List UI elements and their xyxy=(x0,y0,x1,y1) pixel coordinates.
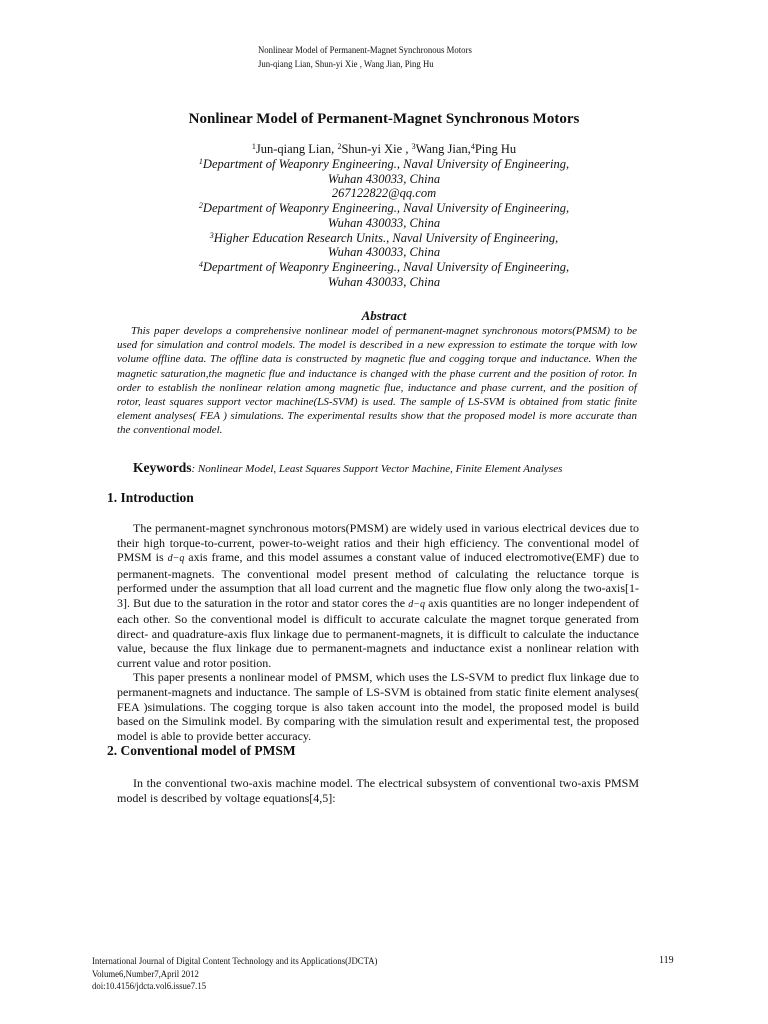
author: $^1$Jun-qiang Lian, xyxy=(251,142,338,156)
paragraph: The permanent-magnet synchronous motors(PMSM) are widely used in various electrical devices due to their high torque-to-current, power-to-weight ratios and their high efficiency. The conventional model of PMSM is d−q axis frame, and this model assumes a constant value of induced electromotive(EMF) due to permanent-magnets. The conventional model present method of calculating the reluctance torque is performed under the assumption that all load current and the magnetic flue flow only along the two-axis[1-3]. But due to the saturation in the rotor and stator cores the d−q axis quantities are no longer independent of each other. So the conventional model is difficult to accurate calculate the magnet torque generated from direct- and quadrature-axis flux linkage due to permanent-magnets, it is difficult to calculate the inductance value, because the flux linkage due to permanent-magnets and inductance exist a nonlinear relation with current value and rotor position. xyxy=(117,521,640,670)
introduction-body xyxy=(117,521,639,743)
affiliation-line: $^3$Higher Education Research Units., Naval University of Engineering, xyxy=(209,230,559,245)
keywords xyxy=(133,460,562,476)
running-head-authors: Jun-qiang Lian, Shun-yi Xie , Wang Jian, Ping Hu xyxy=(258,60,434,70)
running-head-title: Nonlinear Model of Permanent-Magnet Synchronous Motors xyxy=(258,46,472,56)
section-heading-conventional-model: 2. Conventional model of PMSM xyxy=(107,743,296,758)
affiliation-line: $^1$Department of Weaponry Engineering., Naval University of Engineering, xyxy=(198,157,570,171)
abstract-text: This paper develops a comprehensive nonlinear model of permanent-magnet synchronous motors(PMSM) to be used for simulation and control models. The model is described in a new expression to estimate the torque with low volume offline data. The offline data is constructed by magnetic flue and cogging torque and inductance. When the magnetic saturation,the magnetic flue and inductance is changed with the phase current and the position of rotor. In order to establish the nonlinear relation among magnetic flue, inductance and phase current, and the position of rotor, least squares support vector machine(LS-SVM) is used. The sample of LS-SVM is obtained from static finite element analyses( FEA ) simulations. The experimental results show that the proposed model is more accurate than the conventional model. xyxy=(117,325,637,437)
journal-footer xyxy=(92,956,377,994)
affiliation-line: Wuhan 430033, China xyxy=(327,274,441,289)
paper-title: Nonlinear Model of Permanent-Magnet Synchronous Motors xyxy=(188,111,580,127)
keywords-text: : Nonlinear Model, Least Squares Support Vector Machine, Finite Element Analyses xyxy=(191,463,563,475)
author-email: 267122822@qq.com xyxy=(331,186,437,201)
affiliation-line: Wuhan 430033, China xyxy=(327,171,441,186)
paragraph: This paper presents a nonlinear model of PMSM, which uses the LS-SVM to predict flux linkage due to permanent-magnets and inductance. The sample of LS-SVM is obtained from static finite element analyses( FEA )simulations. The cogging torque is also taken account into the model, the proposed model is build based on the Simulink model. By comparing with the simulation result and experimental test, the proposed model is able to provide better accuracy. xyxy=(117,670,639,743)
section-heading-introduction: 1. Introduction xyxy=(107,490,194,505)
author: $^2$Shun-yi Xie , xyxy=(337,142,412,156)
keywords-label: Keywords xyxy=(133,460,192,475)
affiliation-line: Wuhan 430033, China xyxy=(327,245,441,260)
doi: doi:10.4156/jdcta.vol6.issue7.15 xyxy=(92,982,207,992)
abstract-heading: Abstract xyxy=(361,308,407,323)
author: $^4$Ping Hu xyxy=(470,142,517,156)
affiliation-list xyxy=(0,157,768,289)
running-head xyxy=(258,44,472,72)
journal-volume: Volume6,Number7,April 2012 xyxy=(92,969,199,980)
affiliation-line: $^4$Department of Weaponry Engineering., Naval University of Engineering, xyxy=(198,259,570,274)
math-dq: d−q xyxy=(408,598,425,610)
affiliation-line: Wuhan 430033, China xyxy=(327,215,441,230)
page-number: 119 xyxy=(659,955,674,966)
journal-name: International Journal of Digital Content Technology and its Applications(JDCTA) xyxy=(92,957,378,967)
author: $^3$Wang Jian, xyxy=(411,142,471,156)
conventional-model-body xyxy=(117,776,639,805)
author-list xyxy=(0,142,768,157)
math-dq: d−q xyxy=(167,553,185,565)
affiliation-line: $^2$Department of Weaponry Engineering., Naval University of Engineering, xyxy=(198,201,570,216)
paragraph: In the conventional two-axis machine model. The electrical subsystem of conventional two-axis PMSM model is described by voltage equations[4,5]: xyxy=(117,776,639,805)
